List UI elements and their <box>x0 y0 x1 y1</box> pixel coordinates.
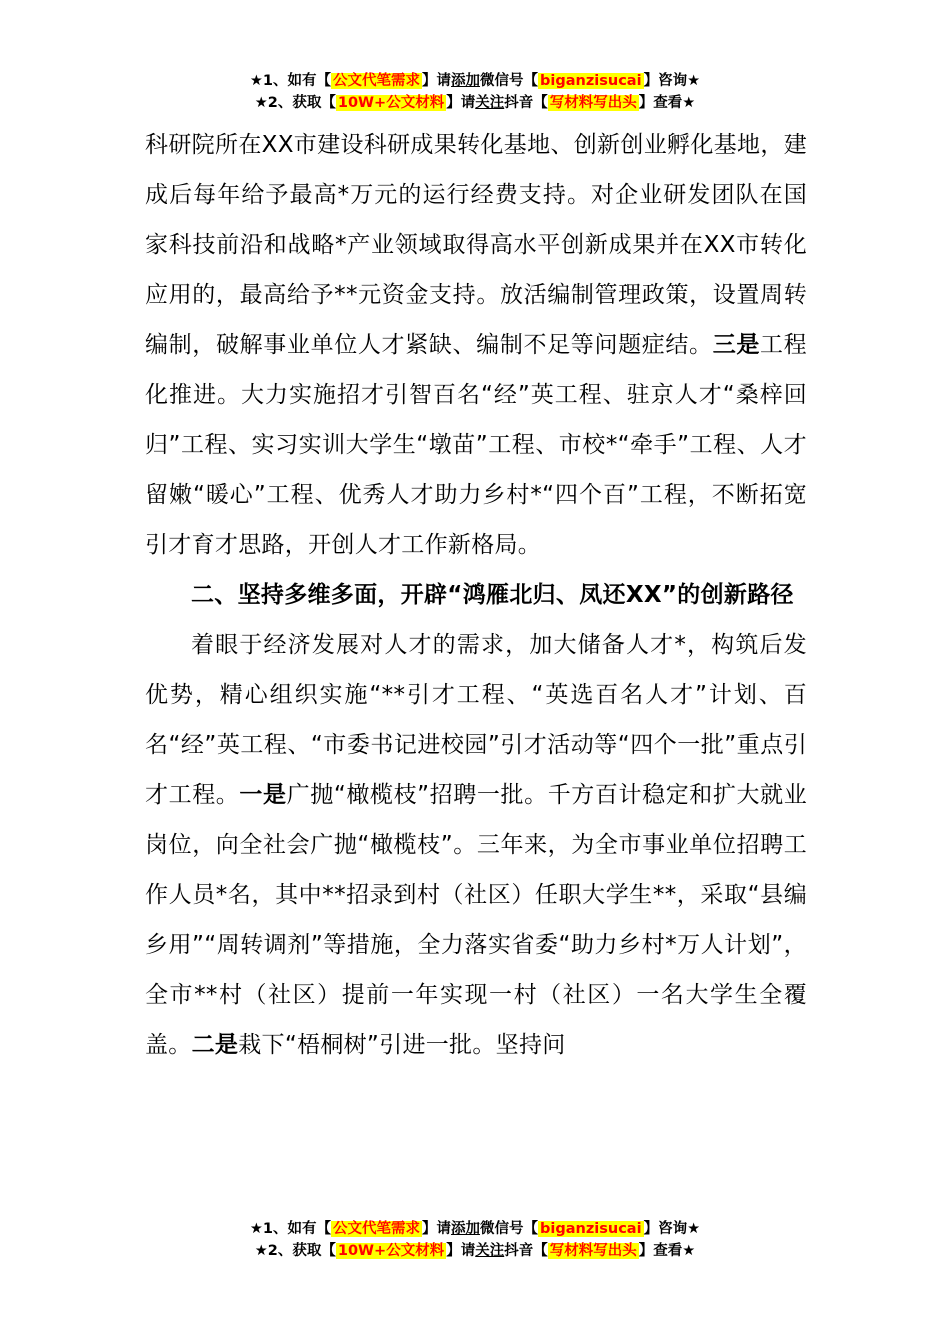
document-body <box>145 120 807 1070</box>
paragraph-text: 工程化推进。大力实施招才引智百名“经”英工程、驻京人才“桑梓回归”工程、实习实训大学生“墩苗”工程、市校*“牵手”工程、人才留嫩“暖心”工程、优秀人才助力乡村*“四个百”工程，不断拓宽引才育才思路，开创人才工作新格局。 <box>145 332 807 558</box>
paragraph-text: 科研院所在XX市建设科研成果转化基地、创新创业孵化基地，建成后每年给予最高*万元的运行经费支持。对企业研发团队在国家科技前沿和战略*产业领域取得高水平创新成果并在XX市转化应用的，最高给予**元资金支持。放活编制管理政策，设置周转编制，破解事业单位人才紧缺、编制不足等问题症结。 <box>145 132 807 358</box>
promo-text: ★1、如有【 <box>249 1221 332 1237</box>
promo-highlight: 写材料写出头 <box>549 1243 637 1259</box>
paragraph-emphasis: 一是 <box>239 782 287 808</box>
promo-line-1 <box>0 1218 950 1240</box>
promo-highlight: 公文代笔需求 <box>333 1221 421 1237</box>
promo-text: 】请 <box>422 1221 452 1237</box>
paragraph-emphasis: 二是 <box>191 1032 239 1058</box>
promo-banner-top <box>0 70 950 114</box>
promo-underline: 关注 <box>475 1243 505 1259</box>
promo-text: ★2、获取【 <box>254 1243 336 1259</box>
paragraph-emphasis: 三是 <box>712 332 761 358</box>
paragraph-text: 广抛“橄榄枝”招聘一批。千方百计稳定和扩大就业岗位，向全社会广抛“橄榄枝”。三年来，为全市事业单位招聘工作人员*名，其中**招录到村（社区）任职大学生**，采取“县编乡用”“周转调剂”等措施，全力落实省委“助力乡村*万人计划”，全市**村（社区）提前一年实现一村（社区）一名大学生全覆盖。 <box>145 782 808 1058</box>
promo-text: 】查看★ <box>638 95 696 111</box>
promo-line-1 <box>0 70 950 92</box>
promo-text: 】查看★ <box>638 1243 696 1259</box>
promo-text: 】请 <box>446 1243 476 1259</box>
promo-highlight: 公文代笔需求 <box>333 73 421 89</box>
promo-text: 】咨询★ <box>643 1221 701 1237</box>
promo-text: 微信号【 <box>480 1221 539 1237</box>
promo-underline: 关注 <box>475 95 505 111</box>
promo-underline: 添加 <box>451 1221 481 1237</box>
paragraph-text: 栽下“梧桐树”引进一批。坚持问 <box>238 1032 566 1058</box>
paragraph-text: 着眼于经济发展对人才的需求，加大储备人才*，构筑后发优势，精心组织实施“**引才工程、“英选百名人才”计划、百名“经”英工程、“市委书记进校园”引才活动等“四个一批”重点引才工程。 <box>145 632 807 808</box>
paragraph-1 <box>145 120 807 570</box>
promo-line-2 <box>0 1240 950 1262</box>
promo-banner-bottom <box>0 1218 950 1262</box>
promo-text: 】请 <box>446 95 476 111</box>
paragraph-2 <box>145 620 807 1070</box>
promo-line-2 <box>0 92 950 114</box>
promo-text: ★2、获取【 <box>254 95 336 111</box>
promo-highlight: 10W+公文材料 <box>337 95 445 111</box>
promo-underline: 添加 <box>451 73 481 89</box>
promo-highlight: biganzisucai <box>540 1221 642 1237</box>
promo-highlight: biganzisucai <box>540 73 642 89</box>
promo-text: 微信号【 <box>480 73 539 89</box>
promo-text: 】咨询★ <box>643 73 701 89</box>
promo-text: 抖音【 <box>504 95 548 111</box>
promo-text: ★1、如有【 <box>249 73 332 89</box>
promo-highlight: 写材料写出头 <box>549 95 637 111</box>
promo-highlight: 10W+公文材料 <box>337 1243 445 1259</box>
promo-text: 抖音【 <box>504 1243 548 1259</box>
promo-text: 】请 <box>422 73 452 89</box>
section-heading: 二、坚持多维多面，开辟“鸿雁北归、凤还XX”的创新路径 <box>191 582 794 608</box>
